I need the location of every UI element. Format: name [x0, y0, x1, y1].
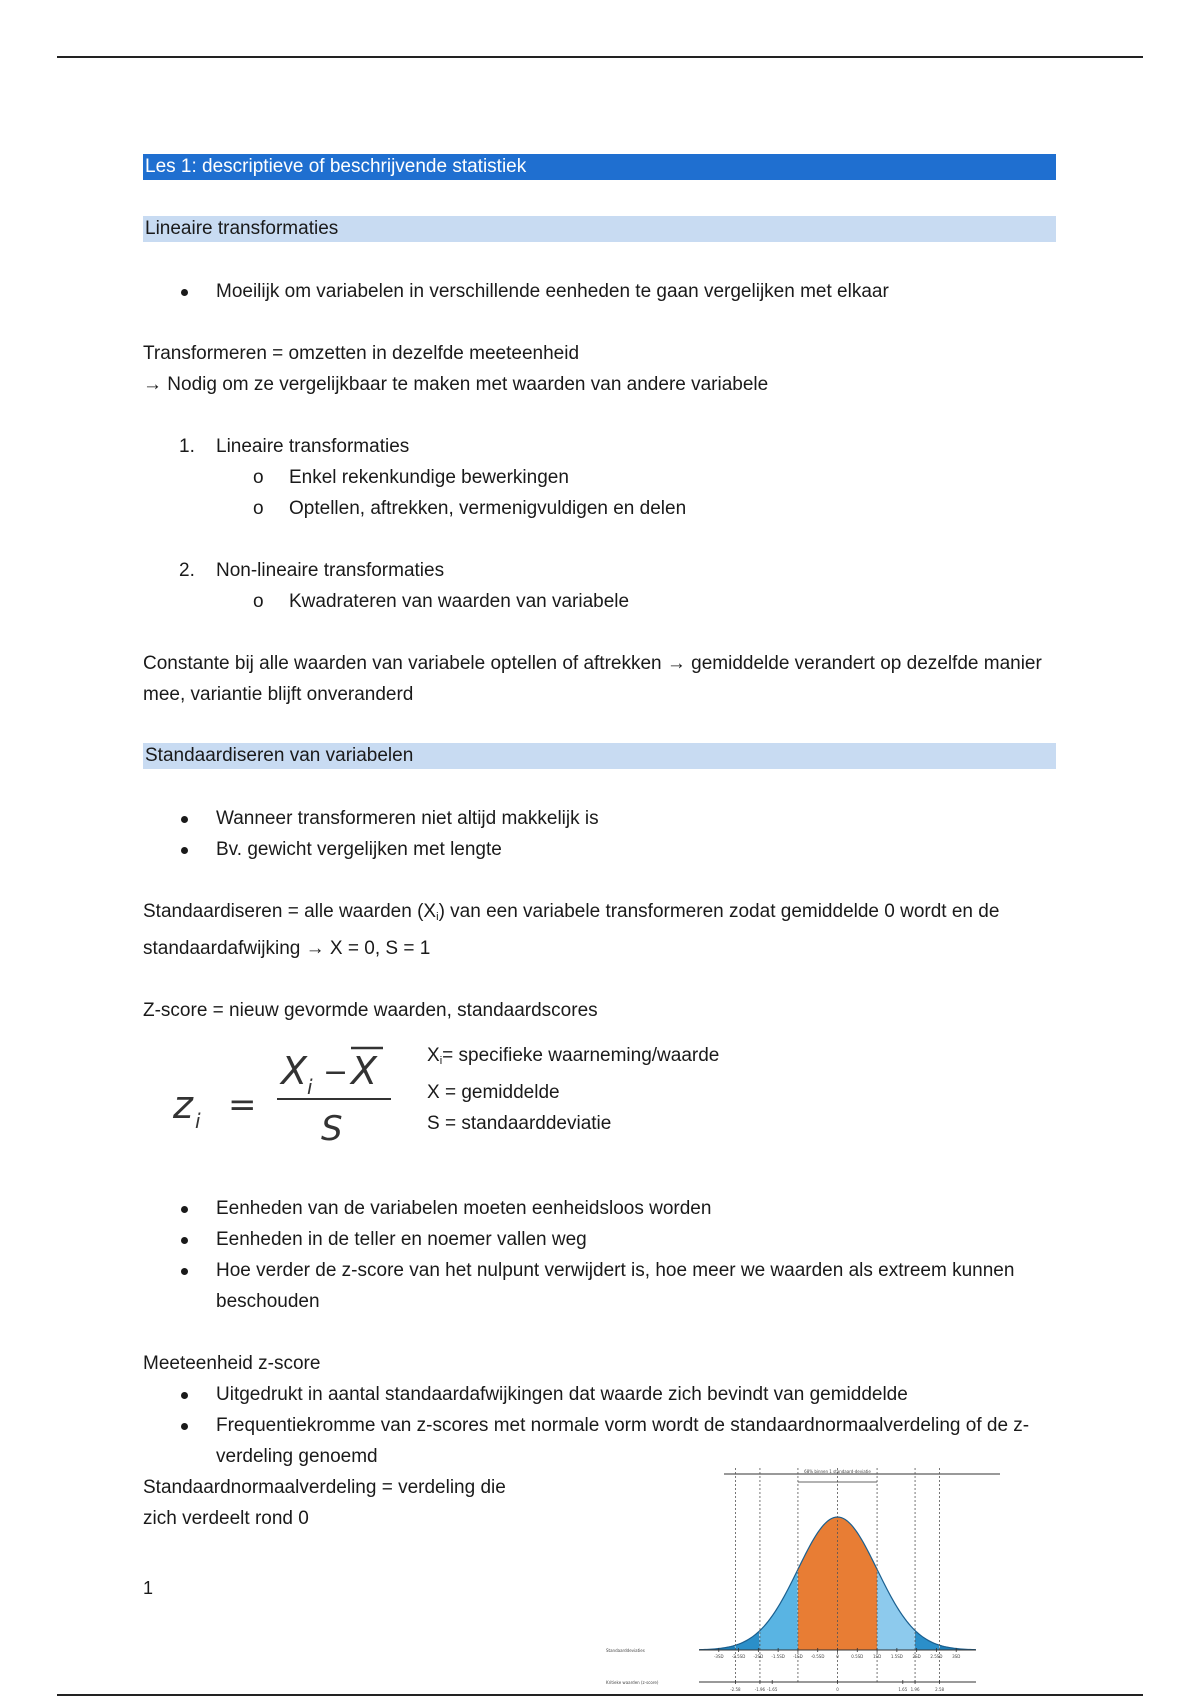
list-item	[143, 431, 1056, 524]
sub-item: o Enkel rekenkundige bewerkingen	[143, 462, 1056, 493]
section-heading-standard: Standaardiseren van variabelen	[143, 743, 1056, 769]
tick-label-5: -0.5SD	[810, 1654, 825, 1659]
legend-item: X = gemiddelde	[427, 1082, 560, 1103]
crit-label-2: -1.65	[767, 1687, 778, 1692]
crit-label-5: 1.96	[910, 1687, 920, 1692]
normal-distribution-chart	[604, 1462, 1000, 1694]
bullet-list	[143, 803, 1056, 865]
legend-item: S = standaarddeviatie	[427, 1113, 612, 1134]
header-rule	[57, 56, 1143, 58]
section-heading-linear: Lineaire transformaties	[143, 216, 1056, 242]
formula-legend	[427, 1040, 719, 1139]
tick-label-0: -3SD	[713, 1654, 724, 1659]
constant-note: Constante bij alle waarden van variabele optellen of aftrekken → gemiddelde verandert op dezelfde manier mee, variantie blijft onveranderd	[143, 653, 1042, 705]
tick-label-7: 0.5SD	[851, 1654, 864, 1659]
crit-label-0: -2.58	[730, 1687, 741, 1692]
list-item: Hoe verder de z-score van het nulpunt verwijdert is, hoe meer we waarden als extreem kunnen beschouden	[143, 1255, 1056, 1317]
list-number: 1.	[179, 436, 195, 457]
list-item: Eenheden in de teller en noemer vallen weg	[143, 1224, 1056, 1255]
list-item: Wanneer transformeren niet altijd makkelijk is	[143, 803, 1056, 834]
legend-item: Xi= specifieke waarneming/waarde	[427, 1045, 720, 1067]
lesson-title: Les 1: descriptieve of beschrijvende statistiek	[143, 154, 1056, 180]
svg-text:=: =	[228, 1085, 257, 1125]
zscore-definition: Z-score = nieuw gevormde waarden, standaardscores	[143, 1000, 598, 1021]
tick-label-3: -1.5SD	[771, 1654, 785, 1659]
label-68: 68% binnen 1 standaard-deviatie	[804, 1469, 871, 1474]
axis-critical-label: Kritieke waarden (z-score)	[606, 1680, 659, 1685]
footer-rule	[57, 1694, 1143, 1696]
list-item: Uitgedrukt in aantal standaardafwijkingen dat waarde zich bevindt van gemiddelde	[143, 1379, 1056, 1410]
tick-label-2: -2SD	[753, 1654, 764, 1659]
list-item: Moeilijk om variabelen in verschillende eenheden te gaan vergelijken met elkaar	[143, 276, 1056, 307]
svg-text:X: X	[351, 1049, 378, 1093]
sub-item: o Kwadrateren van waarden van variabele	[143, 586, 1056, 617]
normal-distribution-svg	[604, 1462, 1000, 1694]
svg-text:z: z	[173, 1083, 193, 1127]
tick-label-12: 3SD	[952, 1654, 961, 1659]
tick-label-6: 0	[836, 1654, 839, 1659]
bullet-list	[143, 1379, 1056, 1472]
svg-text:i: i	[195, 1109, 201, 1133]
list-item	[143, 555, 1056, 617]
sub-item: o Optellen, aftrekken, vermenigvuldigen en delen	[143, 493, 1056, 524]
list-label: Non-lineaire transformaties	[216, 560, 445, 581]
svg-text:i: i	[307, 1075, 313, 1099]
tick-label-11: 2.5SD	[930, 1654, 943, 1659]
list-item: Bv. gewicht vergelijken met lengte	[143, 834, 1056, 865]
axis-sd-label: Standaarddeviaties	[606, 1648, 645, 1653]
arrow-note: → Nodig om ze vergelijkbaar te maken met waarden van andere variabele	[143, 374, 769, 395]
document-page	[143, 154, 1056, 1534]
crit-label-6: 2.58	[935, 1687, 945, 1692]
tick-label-1: -2.5SD	[731, 1654, 746, 1659]
tick-label-8: 1SD	[872, 1654, 882, 1659]
page-number: 1	[143, 1578, 154, 1598]
svg-text:−: −	[323, 1055, 349, 1090]
list-number: 2.	[179, 560, 195, 581]
list-label: Lineaire transformaties	[216, 436, 410, 457]
unit-heading: Meeteenheid z-score	[143, 1353, 321, 1374]
crit-label-1: -1.96	[754, 1687, 766, 1692]
list-item: Frequentiekromme van z-scores met normale vorm wordt de standaardnormaalverdeling of de z-verdeling genoemd	[143, 1410, 1056, 1472]
tick-label-10: 2SD	[912, 1654, 921, 1659]
tick-label-9: 1.5SD	[890, 1654, 903, 1659]
zscore-formula	[171, 1040, 411, 1155]
definition-standardize: Standaardiseren = alle waarden (Xi) van een variabele transformeren zodat gemiddelde 0 wordt en de standaardafwijking → X = 0, S = 1	[143, 901, 1000, 959]
svg-text:X: X	[281, 1049, 308, 1093]
numbered-list	[143, 431, 1056, 617]
normal-definition: Standaardnormaalverdeling = verdeling die zich verdeelt rond 0	[143, 1477, 506, 1529]
definition-transform: Transformeren = omzetten in dezelfde meeteenheid	[143, 343, 580, 364]
bullet-list	[143, 1193, 1056, 1317]
zscore-formula-block	[143, 1040, 1056, 1165]
crit-label-3: 0	[836, 1687, 839, 1692]
list-item: Eenheden van de variabelen moeten eenheidsloos worden	[143, 1193, 1056, 1224]
crit-label-4: 1.65	[898, 1687, 908, 1692]
bullet-list	[143, 276, 1056, 307]
svg-text:S: S	[321, 1109, 343, 1149]
tick-label-4: -1SD	[793, 1654, 803, 1659]
